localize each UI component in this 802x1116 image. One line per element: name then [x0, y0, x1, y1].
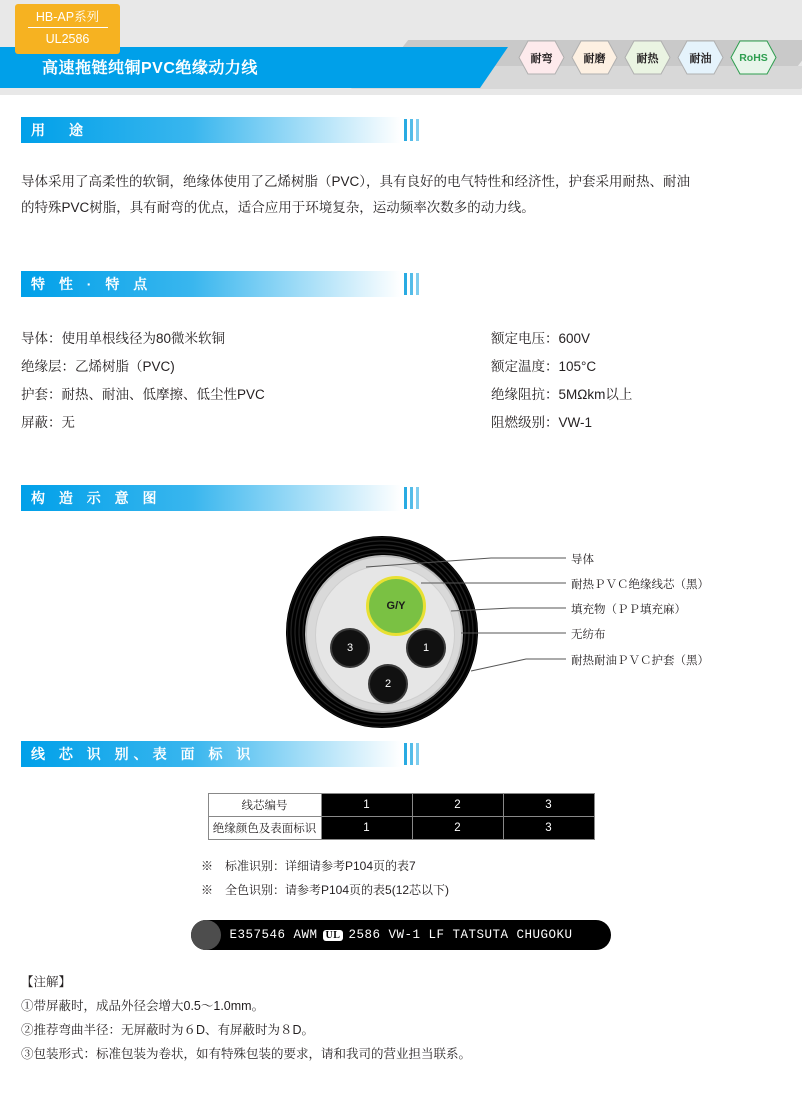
footnote-1: ①带屏蔽时，成品外径会增大0.5～1.0mm。 [21, 999, 265, 1013]
table-cell-mark-1: 1 [321, 817, 412, 840]
spec-item-insulation: 绝缘层：乙烯树脂（PVC) [21, 359, 175, 374]
ul-logo-icon: UL [323, 930, 344, 941]
badge-nai-mo [571, 40, 618, 75]
structure-section [21, 485, 781, 731]
badge-nai-wan [518, 40, 565, 75]
badge-rohs [730, 40, 777, 75]
section-bars-icon [404, 743, 419, 765]
spec-grid [21, 325, 781, 437]
id-note-standard: ※ 标准识别：详细请参考P104页的表7 [201, 859, 416, 873]
series-badge [15, 4, 120, 54]
callout-conductor: 导体 [571, 554, 594, 566]
section-bars-icon [404, 487, 419, 509]
cable-cross-section-diagram [21, 531, 781, 731]
core-ground: G/Y [366, 576, 426, 636]
core-3: 3 [330, 628, 370, 668]
features-section-title [21, 271, 401, 297]
footnotes-section [21, 970, 781, 1066]
badge-label: 耐油 [689, 52, 712, 65]
footnotes-title: 【注解】 [21, 975, 72, 989]
spec-item-voltage: 额定电压：600V [491, 331, 591, 346]
features-title-text: 特 性 · 特 点 [31, 276, 153, 292]
spec-item-shield: 屏蔽：无 [21, 415, 75, 430]
table-cell-core-1: 1 [321, 794, 412, 817]
callout-insulated-core: 耐热ＰＶＣ绝缘线芯（黑） [571, 579, 709, 591]
footnote-3: ③包装形式：标准包装为卷状，如有特殊包装的要求，请和我司的营业担当联系。 [21, 1047, 472, 1061]
marking-prefix: E357546 AWM [229, 928, 318, 942]
badge-nai-you [677, 40, 724, 75]
usage-paragraph-line-1: 导体采用了高柔性的软铜，绝缘体使用了乙烯树脂（PVC），具有良好的电气特性和经济性，护套采用耐热、耐油 [21, 174, 691, 189]
callout-filler: 填充物（ＰＰ填充麻） [571, 604, 686, 616]
table-row [208, 794, 594, 817]
spec-item-conductor: 导体：使用单根线径为80微米软铜 [21, 331, 226, 346]
series-standard: UL2586 [45, 32, 90, 46]
footnote-2: ②推荐弯曲半径：无屏蔽时为６D、有屏蔽时为８D。 [21, 1023, 315, 1037]
spec-item-sheath: 护套：耐热、耐油、低摩擦、低尘性PVC [21, 387, 265, 402]
page-header [0, 0, 802, 95]
page-title: 高速拖链纯铜PVC绝缘动力线 [42, 60, 258, 77]
series-name: HB-AP系列 [28, 9, 108, 28]
badge-label: 耐磨 [583, 52, 606, 65]
badge-nai-re [624, 40, 671, 75]
structure-title-text: 构 造 示 意 图 [31, 490, 162, 506]
section-bars-icon [404, 273, 419, 295]
identification-section [21, 741, 781, 950]
callout-nonwoven: 无纺布 [571, 629, 606, 641]
identification-section-title [21, 741, 401, 767]
table-cell-core-2: 2 [412, 794, 503, 817]
spec-column-right [491, 325, 632, 437]
table-header-color-marking: 绝缘颜色及表面标识 [208, 817, 321, 840]
identification-title-text: 线 芯 识 别、表 面 标 识 [31, 746, 256, 762]
table-row [208, 817, 594, 840]
spec-item-temperature: 额定温度：105°C [491, 359, 597, 374]
usage-paragraph-line-2: 的特殊PVC树脂，具有耐弯的优点，适合应用于环境复杂，运动频率次数多的动力线。 [21, 200, 535, 215]
badge-label: 耐热 [636, 52, 659, 65]
callout-sheath: 耐热耐油ＰＶＣ护套（黑） [571, 655, 709, 667]
usage-section [21, 117, 781, 221]
core-1: 1 [406, 628, 446, 668]
usage-title-text: 用 途 [31, 122, 88, 138]
id-note-fullcolor: ※ 全色识别：请参考P104页的表5(12芯以下) [201, 883, 450, 897]
core-identification-table [208, 793, 595, 840]
spec-column-left [21, 325, 491, 437]
features-section [21, 271, 781, 437]
spec-item-insulation-resistance: 绝缘阻抗：5MΩkm以上 [491, 387, 633, 402]
feature-badges [518, 40, 777, 75]
identification-notes [201, 854, 781, 902]
marking-suffix: 2586 VW-1 LF TATSUTA CHUGOKU [348, 928, 573, 942]
table-cell-core-3: 3 [503, 794, 594, 817]
callout-leader-lines [21, 531, 781, 731]
section-bars-icon [404, 119, 419, 141]
spec-item-flame-rating: 阻燃级别：VW-1 [491, 415, 593, 430]
usage-section-title [21, 117, 401, 143]
badge-label: 耐弯 [530, 52, 553, 65]
structure-section-title [21, 485, 401, 511]
surface-marking-band [191, 920, 611, 950]
table-cell-mark-2: 2 [412, 817, 503, 840]
marking-cap [191, 920, 221, 950]
core-2: 2 [368, 664, 408, 704]
table-cell-mark-3: 3 [503, 817, 594, 840]
table-header-core-number: 线芯编号 [208, 794, 321, 817]
badge-label: RoHS [739, 51, 768, 64]
